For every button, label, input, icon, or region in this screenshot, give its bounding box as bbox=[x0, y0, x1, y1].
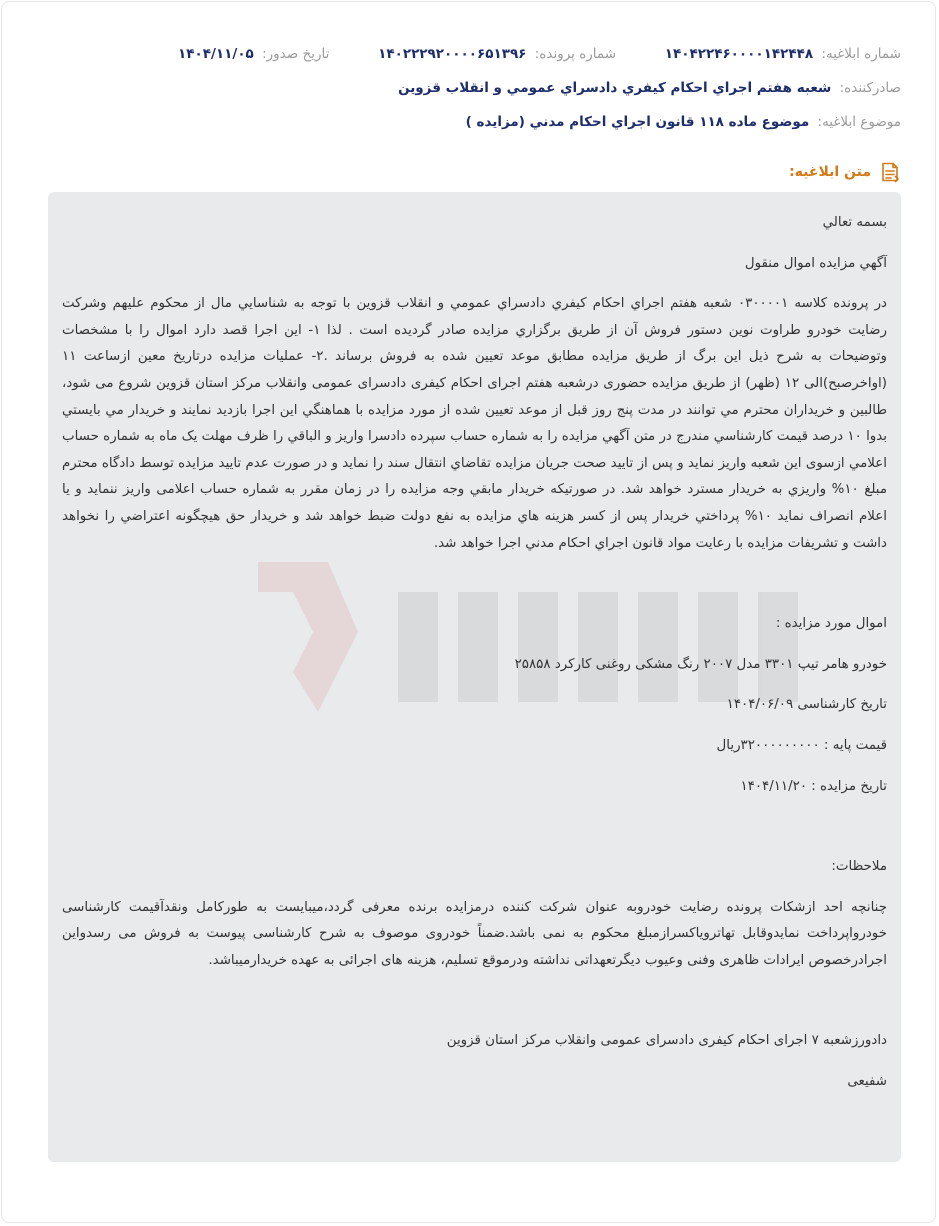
notice-text-title: متن ابلاغیه: bbox=[789, 164, 871, 180]
appraisal-date: تاریخ کارشناسی ۱۴۰۴/۰۶/۰۹ bbox=[726, 697, 887, 713]
signature-name: شفیعی bbox=[847, 1074, 887, 1090]
headline: آگهي مزايده اموال منقول bbox=[744, 255, 887, 271]
notes-heading: ملاحظات: bbox=[831, 859, 887, 875]
issue-date-value: ۱۴۰۴/۱۱/۰۵ bbox=[178, 46, 254, 62]
base-price: قیمت پایه : ۳۲۰۰۰۰۰۰۰۰۰ریال bbox=[716, 737, 887, 753]
notice-text-heading bbox=[789, 159, 901, 185]
notice-body-panel bbox=[48, 192, 901, 1162]
signature-line: دادورزشعبه ۷ اجرای احکام کیفری دادسرای عمومی وانقلاب مرکز استان قزوین bbox=[446, 1033, 887, 1049]
subject-value: موضوع ماده ١١٨ قانون اجراي احكام مدني (مزايده ) bbox=[465, 114, 810, 130]
item-description: خودرو هامر تیپ ۳۳۰۱ مدل ۲۰۰۷ رنگ مشکی روغنی کارکرد ۲۵۸۵۸ bbox=[514, 656, 887, 672]
notice-number-value: ۱۴۰۴۲۲۴۶۰۰۰۰۱۴۲۴۴۸ bbox=[664, 46, 814, 62]
items-heading: اموال مورد مزايده : bbox=[775, 616, 887, 632]
issuer bbox=[398, 80, 901, 96]
issuer-label: صادرکننده: bbox=[839, 80, 901, 96]
salutation: بسمه تعالي bbox=[822, 215, 887, 230]
issue-date bbox=[178, 46, 329, 68]
main-paragraph: در پرونده کلاسه ٠٣٠٠٠٠١ شعبه هفتم اجراي احكام كيفري دادسراي عمومي و انقلاب قزوين با توجه به شناسايي مال از محكوم عليهم وشرکت رضايت خودرو طراوت نوين دستور فروش آن از طريق برگزاري مزايده صادر گرديده است . لذا ١- اين اجرا قصد دارد اموال را با مشخصات وتوضيحات به شرح ذيل اين برگ از طريق مزايده مطابق موعد تعيين شده به فروش برساند .٢- عمليات مزايده درتاريخ معين ازساعت ١١ (اواخرصبح)الی ١٢ (ظهر) از طريق مزايده حضوری درشعبه هفتم اجرای احکام کیفری دادسرای عمومی وانقلاب مرکز استان قزوین شروع می شود، طالبين و خريداران محترم مي توانند در مدت پنج روز قبل از موعد تعيين شده از مورد مزايده با هماهنگي اين اجرا بازديد نمايند و خريدار مي بايستي بدوا ١٠ درصد قيمت كارشناسي مندرج در متن آگهي مزايده را به شماره حساب سپرده دادسرا واريز و الباقي را ظرف مهلت یک ماه به شماره حساب اعلامي ازسوی اين شعبه واريز نمايد و پس از تاييد صحت جريان مزايده تقاضاي انتقال سند را نمايد و در صورت عدم تاييد مزايده توسط دادگاه محترم مبلغ ١٠% واريزي به خريدار مسترد خواهد شد. در صورتيكه خريدار مابقي وجه مزايده را در زمان مقرر به شماره حساب اعلامی واريز ننمايد و يا اعلام انصراف نمايد ١٠% پرداختي خريدار پس از كسر هزينه هاي مزايده به نفع دولت ضبط خواهد شد و خريدار حق هيچگونه اعتراضي را نخواهد داشت و تشريفات مزايده با رعايت مواد قانون اجراي احكام مدني اجرا خواهد شد. bbox=[62, 296, 888, 551]
notice-content bbox=[62, 210, 887, 1096]
notice-number bbox=[665, 46, 901, 68]
notice-number-label: شماره ابلاغیه: bbox=[821, 46, 901, 62]
meta-row bbox=[38, 46, 901, 68]
case-number-value: ۱۴۰۲۲۲۹۲۰۰۰۰۶۵۱۳۹۶ bbox=[378, 46, 527, 62]
notice-text-icon bbox=[879, 161, 901, 183]
subject bbox=[466, 114, 901, 130]
issuer-value: شعبه هفتم اجراي احكام كيفري دادسراي عمومي و انقلاب قزوين bbox=[398, 80, 832, 96]
case-number-label: شماره پرونده: bbox=[534, 46, 617, 62]
case-number bbox=[378, 46, 616, 68]
notes-text: چنانچه احد ازشکات پرونده رضایت خودروبه عنوان شرکت کننده درمزایده برنده معرفی گردد،میبایست به طورکامل ونقدآقیمت کارشناسی خودرواپرداخت نمایدوقابل تهاترویاکسرازمبلغ محکوم به نمی باشد.ضمناً خودروی موصوف به شرح کارشناسی پیوست به فروش می رسدواین اجرادرخصوص ایرادات ظاهری وفنی وعیوب دیگرتعهداتی نداشته ودرموقع تسلیم، هزینه های اجرائی به عهده خریدارمیباشد. bbox=[62, 899, 887, 968]
auction-date: تاریخ مزایده : ۱۴۰۴/۱۱/۲۰ bbox=[740, 778, 887, 794]
subject-label: موضوع ابلاغیه: bbox=[817, 114, 901, 130]
issue-date-label: تاریخ صدور: bbox=[262, 46, 330, 62]
